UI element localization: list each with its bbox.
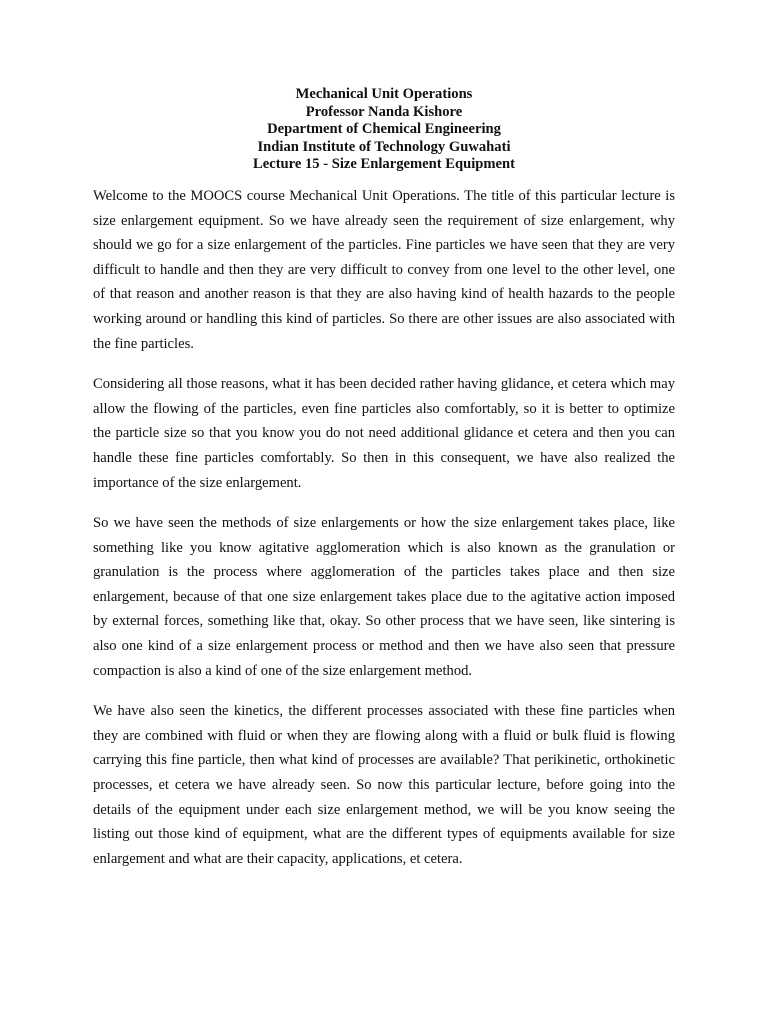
course-title: Mechanical Unit Operations [295,86,473,102]
lecture-title: Lecture 15 - Size Enlargement Equipment [253,156,515,173]
lecture-header [93,86,675,174]
paragraph-1: Welcome to the MOOCS course Mechanical Unit Operations. The title of this particular lecture is size enlargement equipment. So we have already seen the requirement of size enlargement, why should we go for a size enlargement of the particles. Fine particles we have seen that they are very difficult to handle and then they are very difficult to convey from one level to the other level, one of that reason and another reason is that they are also having kind of health hazards to the people working around or handling this kind of particles. So there are other issues are also associated with the fine particles. [93,187,675,352]
professor-name: Professor Nanda Kishore [305,103,463,120]
paragraph-2: Considering all those reasons, what it has been decided rather having glidance, et cetera which may allow the flowing of the particles, even fine particles also comfortably, so it is better to optimize the particle size so that you know you do not need additional glidance et cetera and then you can handle these fine particles comfortably. So then in this consequent, we have also realized the importance of the size enlargement. [93,376,675,491]
paragraph-4: We have also seen the kinetics, the different processes associated with these fine particles when they are combined with fluid or when they are flowing along with a fluid or bulk fluid is flowing carrying this fine particle, then what kind of processes are available? That perikinetic, orthokinetic processes, et cetera we have already seen. So now this particular lecture, before going into the details of the equipment under each size enlargement method, we will be you know seeing the listing out those kind of equipment, what are the different types of equipments available for size enlargement and what are their capacity, applications, et cetera. [93,703,675,867]
paragraph-3: So we have seen the methods of size enlargements or how the size enlargement takes place, like something like you know agitative agglomeration which is also known as the granulation or granulation is the process where agglomeration of the particles takes place and then size enlargement, because of that one size enlargement takes place due to the agitative action imposed by external forces, something like that, okay. So other process that we have seen, like sintering is also one kind of a size enlargement process or method and then we have also seen that pressure compaction is also a kind of one of the size enlargement method. [93,515,675,679]
institute-name: Indian Institute of Technology Guwahati [257,138,511,155]
department-name: Department of Chemical Engineering [267,121,501,138]
